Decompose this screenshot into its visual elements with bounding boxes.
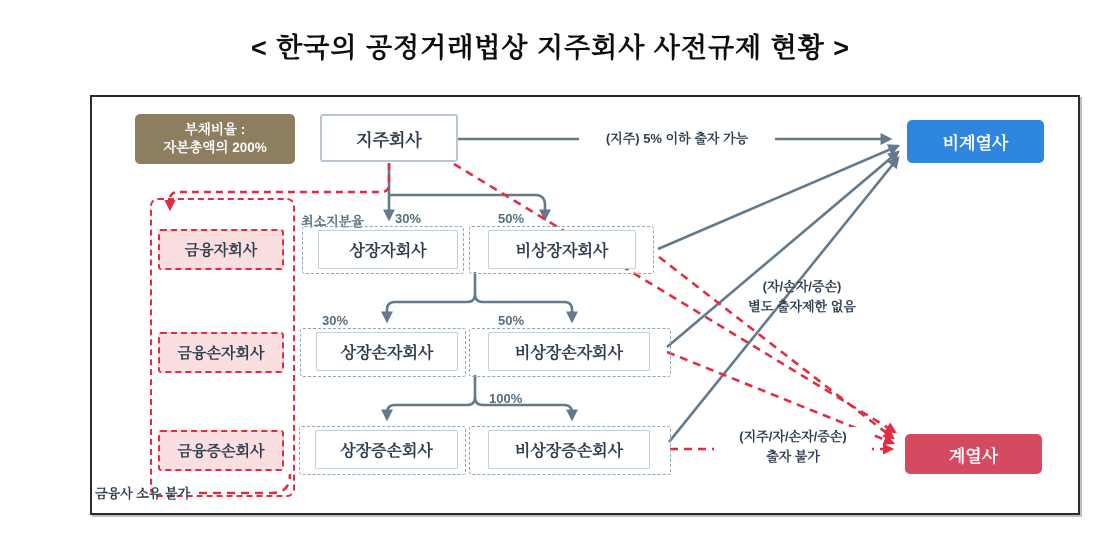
mid-note-line2: 별도 출자제한 없음 bbox=[748, 298, 856, 314]
row1-right-pct: 50% bbox=[498, 211, 525, 226]
financial-subsidiary-box: 금융자회사 bbox=[158, 229, 284, 270]
mid-note-line1: (자/손자/증손) bbox=[762, 279, 842, 294]
page-title: < 한국의 공정거래법상 지주회사 사전규제 현황 > bbox=[250, 33, 851, 63]
listed-grandchild-box: 상장손자회사 bbox=[316, 332, 458, 371]
affiliate-box: 계열사 bbox=[905, 434, 1042, 474]
debt-ratio-box bbox=[135, 114, 295, 164]
financial-greatgrandchild-box: 금융증손회사 bbox=[158, 430, 284, 471]
mid-note bbox=[722, 277, 882, 316]
diagram-frame bbox=[90, 95, 1080, 515]
unlisted-subsidiary-box: 비상장자회사 bbox=[488, 230, 636, 269]
bottom-note bbox=[714, 427, 872, 466]
row2-right-pct: 50% bbox=[498, 313, 525, 328]
financial-note: 금융사 소유 불가 bbox=[95, 486, 191, 501]
min-share-label: 최소지분율 bbox=[301, 214, 364, 229]
top-edge-label: (지주) 5% 이하 출자 가능 bbox=[579, 130, 775, 149]
listed-greatgrandchild-box: 상장증손회사 bbox=[315, 430, 458, 469]
non-affiliate-box: 비계열사 bbox=[907, 120, 1044, 163]
row3-pct: 100% bbox=[489, 391, 523, 406]
holding-company-box: 지주회사 bbox=[320, 114, 458, 162]
row1-left-pct: 30% bbox=[395, 211, 422, 226]
unlisted-grandchild-box: 비상장손자회사 bbox=[488, 332, 650, 371]
financial-grandchild-box: 금융손자회사 bbox=[158, 332, 284, 373]
bottom-note-line1: (지주/자/손자/증손) bbox=[739, 429, 847, 444]
bottom-note-line2: 출자 불가 bbox=[766, 448, 820, 464]
debt-ratio-line1: 부채비율 : bbox=[184, 121, 246, 137]
listed-subsidiary-box: 상장자회사 bbox=[318, 230, 458, 269]
debt-ratio-line2: 자본총액의 200% bbox=[163, 140, 267, 155]
row2-left-pct: 30% bbox=[322, 313, 349, 328]
unlisted-greatgrandchild-box: 비상장증손회사 bbox=[488, 430, 650, 469]
